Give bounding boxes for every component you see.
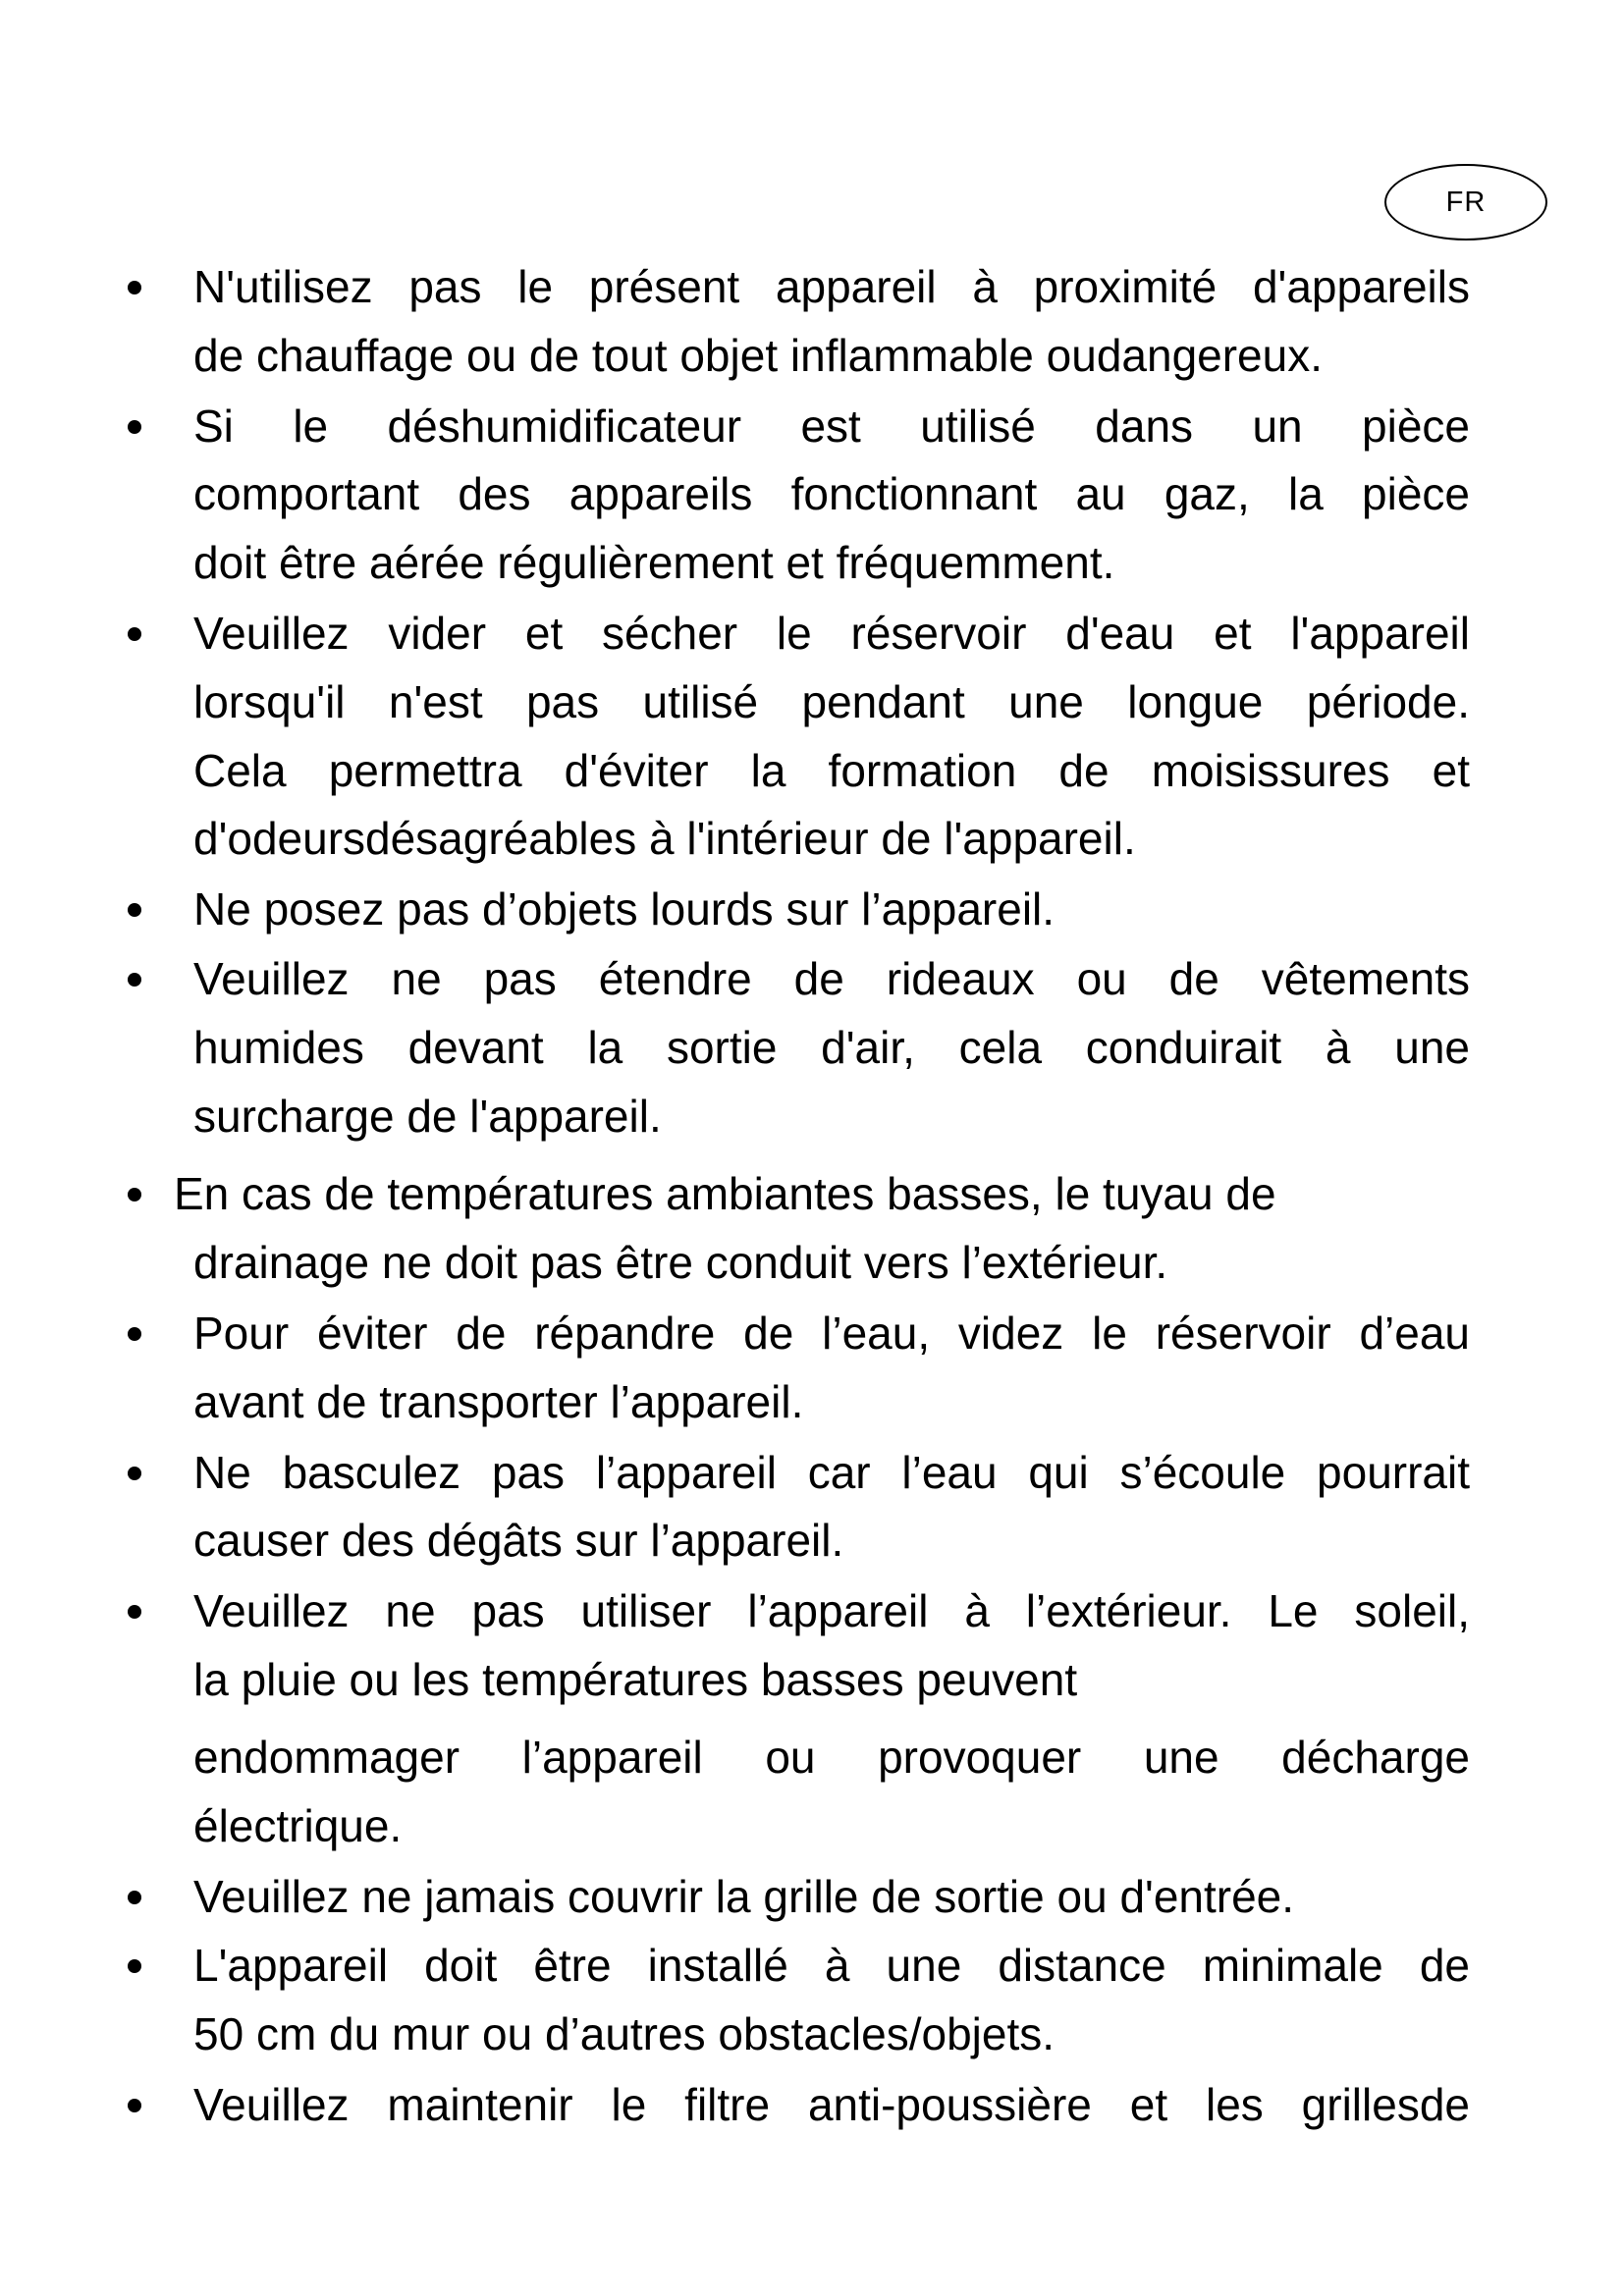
list-item-line: En cas de températures ambiantes basses, le tuyau de bbox=[174, 1168, 1276, 1219]
bullet-icon bbox=[128, 1959, 141, 1973]
list-item-line: doit être aérée régulièrement et fréquemment. bbox=[193, 537, 1115, 588]
list-item-line: lorsqu'il n'est pas utilisé pendant une longue période. bbox=[193, 676, 1470, 727]
list-item-line: Ne basculez pas l’appareil car l’eau qui s’écoule pourrait bbox=[193, 1447, 1470, 1498]
list-item-line: de chauffage ou de tout objet inflammable oudangereux. bbox=[193, 330, 1323, 381]
list-item-line: causer des dégâts sur l’appareil. bbox=[193, 1515, 844, 1566]
bullet-icon bbox=[128, 420, 141, 434]
list-item-line: électrique. bbox=[193, 1800, 403, 1851]
list-item-line: Veuillez maintenir le filtre anti-poussière et les grillesde bbox=[193, 2079, 1470, 2130]
list-item-line: Veuillez ne jamais couvrir la grille de sortie ou d'entrée. bbox=[193, 1871, 1295, 1922]
bullet-icon bbox=[128, 973, 141, 987]
list-item-line: d'odeursdésagréables à l'intérieur de l'appareil. bbox=[193, 813, 1136, 864]
bullet-icon bbox=[128, 281, 141, 294]
list-item-line: avant de transporter l’appareil. bbox=[193, 1376, 804, 1427]
bullet-icon bbox=[128, 627, 141, 641]
list-item-line: Pour éviter de répandre de l’eau, videz le réservoir d’eau bbox=[193, 1308, 1470, 1359]
list-item-line: endommager l’appareil ou provoquer une décharge bbox=[193, 1732, 1470, 1783]
bullet-icon bbox=[128, 2099, 141, 2112]
list-item-line: Ne posez pas d’objets lourds sur l’appareil. bbox=[193, 883, 1056, 934]
list-item-line: comportant des appareils fonctionnant au gaz, la pièce bbox=[193, 468, 1470, 519]
list-item-line: Veuillez ne pas utiliser l’appareil à l’extérieur. Le soleil, bbox=[193, 1585, 1470, 1636]
bullet-icon bbox=[128, 1891, 141, 1904]
bullet-icon bbox=[128, 1605, 141, 1619]
bullet-icon bbox=[128, 1327, 141, 1341]
list-item-line: surcharge de l'appareil. bbox=[193, 1091, 662, 1142]
language-badge: FR bbox=[1384, 164, 1547, 240]
list-item-line: la pluie ou les températures basses peuvent bbox=[193, 1654, 1078, 1705]
bullet-icon bbox=[128, 1188, 141, 1201]
list-item-line: humides devant la sortie d'air, cela conduirait à une bbox=[193, 1022, 1470, 1073]
list-item-line: L'appareil doit être installé à une distance minimale de bbox=[193, 1940, 1470, 1991]
list-item-line: 50 cm du mur ou d’autres obstacles/objets. bbox=[193, 2008, 1056, 2059]
list-item-line: Si le déshumidificateur est utilisé dans un pièce bbox=[193, 400, 1470, 452]
list-item-line: Cela permettra d'éviter la formation de moisissures et bbox=[193, 745, 1470, 796]
list-item-line: Veuillez ne pas étendre de rideaux ou de vêtements bbox=[193, 953, 1470, 1004]
bullet-icon bbox=[128, 903, 141, 917]
bullet-icon bbox=[128, 1467, 141, 1480]
list-item-line: N'utilisez pas le présent appareil à proximité d'appareils bbox=[193, 261, 1470, 312]
list-item-line: Veuillez vider et sécher le réservoir d'eau et l'appareil bbox=[193, 608, 1470, 659]
list-item-line: drainage ne doit pas être conduit vers l’extérieur. bbox=[193, 1237, 1168, 1288]
